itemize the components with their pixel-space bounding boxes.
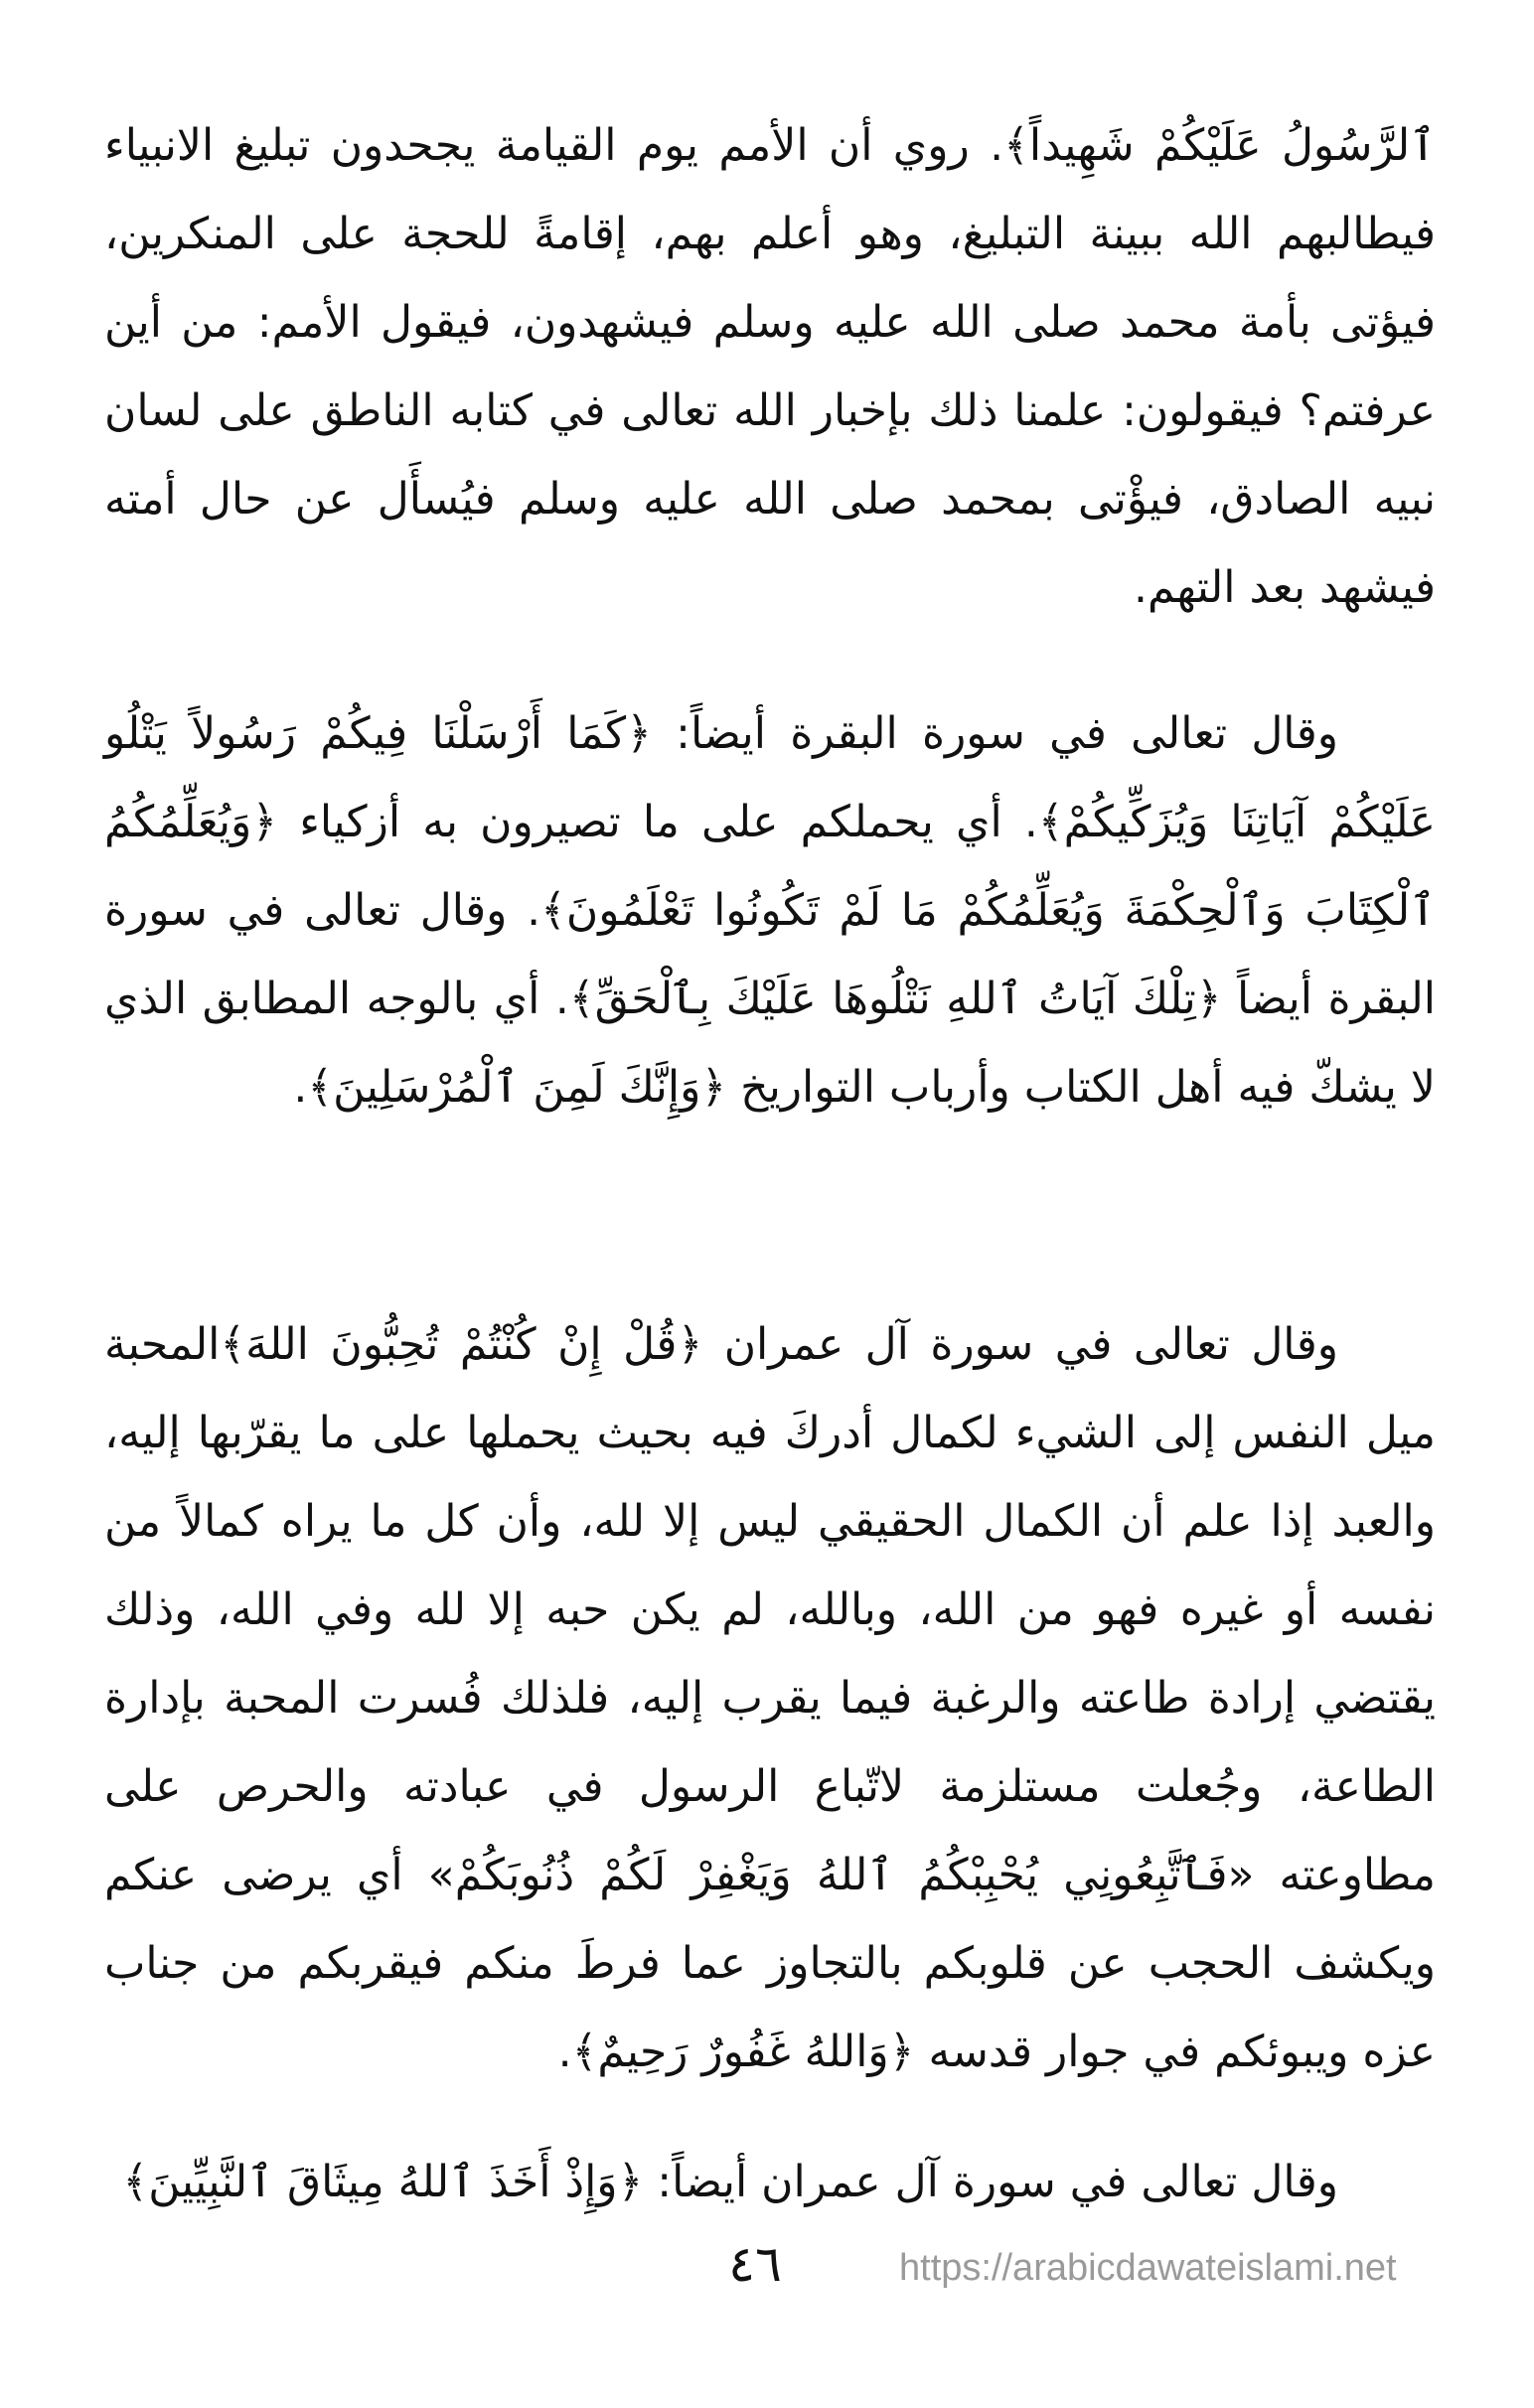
paragraph-al-imran-covenant: وقال تعالى في سورة آل عمران أيضاً: ﴿وَإِذْ أَخَذَ ٱللهُ مِيثَاقَ ٱلنَّبِيِّينَ﴾ (122, 2157, 1338, 2207)
paragraph-continuation: ٱلرَّسُولُ عَلَيْكُمْ شَهِيداً﴾. روي أن الأمم يوم القيامة يجحدون تبليغ الانبياء فيطالبهم الله ببينة التبليغ، وهو أعلم بهم، إقامةً للحجة على المنكرين، فيؤتى بأمة محمد صلى الله عليه وسلم فيشهدون، فيقول الأمم: من أين عرفتم؟ فيقولون: علمنا ذلك بإخبار الله تعالى في كتابه الناطق على لسان نبيه الصادق، فيؤْتى بمحمد صلى الله عليه وسلم فيُسأَل عن حال أمته فيشهد بعد التهم. (104, 120, 1436, 613)
paragraph-al-imran-love: وقال تعالى في سورة آل عمران ﴿قُلْ إِنْ كُنْتُمْ تُحِبُّونَ اللهَ﴾المحبة ميل النفس إلى الشيء لكمال أدركَ فيه بحيث يحملها على ما يقرّبها إليه، والعبد إذا علم أن الكمال الحقيقي ليس إلا لله، وأن كل ما يراه كمالاً من نفسه أو غيره فهو من الله، وبالله، لم يكن حبه إلا لله وفي الله، وذلك يقتضي إرادة طاعته والرغبة فيما يقرب إليه، فلذلك فُسرت المحبة بإدارة الطاعة، وجُعلت مستلزمة لاتّباع الرسول في عبادته والحرص على مطاوعته «فَٱتَّبِعُونِي يُحْبِبْكُمُ ٱللهُ وَيَغْفِرْ لَكُمْ ذُنُوبَكُمْ» أي يرضى عنكم ويكشف الحجب عن قلوبكم بالتجاوز عما فرطَ منكم فيقربكم من جناب عزه ويبوئكم في جوار قدسه ﴿وَاللهُ غَفُورٌ رَحِيمٌ﴾. (104, 1319, 1436, 2077)
watermark-url: https://arabicdawateislami.net (899, 2247, 1397, 2289)
page-number: ٤٦ (728, 2235, 782, 2293)
paragraph-baqarah: وقال تعالى في سورة البقرة أيضاً: ﴿كَمَا أَرْسَلْنَا فِيكُمْ رَسُولاً يَتْلُو عَلَيْكُمْ آيَاتِنَا وَيُزَكِّيكُمْ﴾. أي يحملكم على ما تصيرون به أزكياء ﴿وَيُعَلِّمُكُمُ ٱلْكِتَابَ وَٱلْحِكْمَةَ وَيُعَلِّمُكُمْ مَا لَمْ تَكُونُوا تَعْلَمُونَ﴾. وقال تعالى في سورة البقرة أيضاً ﴿تِلْكَ آيَاتُ ٱللهِ نَتْلُوهَا عَلَيْكَ بِٱلْحَقِّ﴾. أي بالوجه المطابق الذي لا يشكّ فيه أهل الكتاب وأرباب التواريخ ﴿وَإِنَّكَ لَمِنَ ٱلْمُرْسَلِينَ﴾. (104, 708, 1436, 1113)
